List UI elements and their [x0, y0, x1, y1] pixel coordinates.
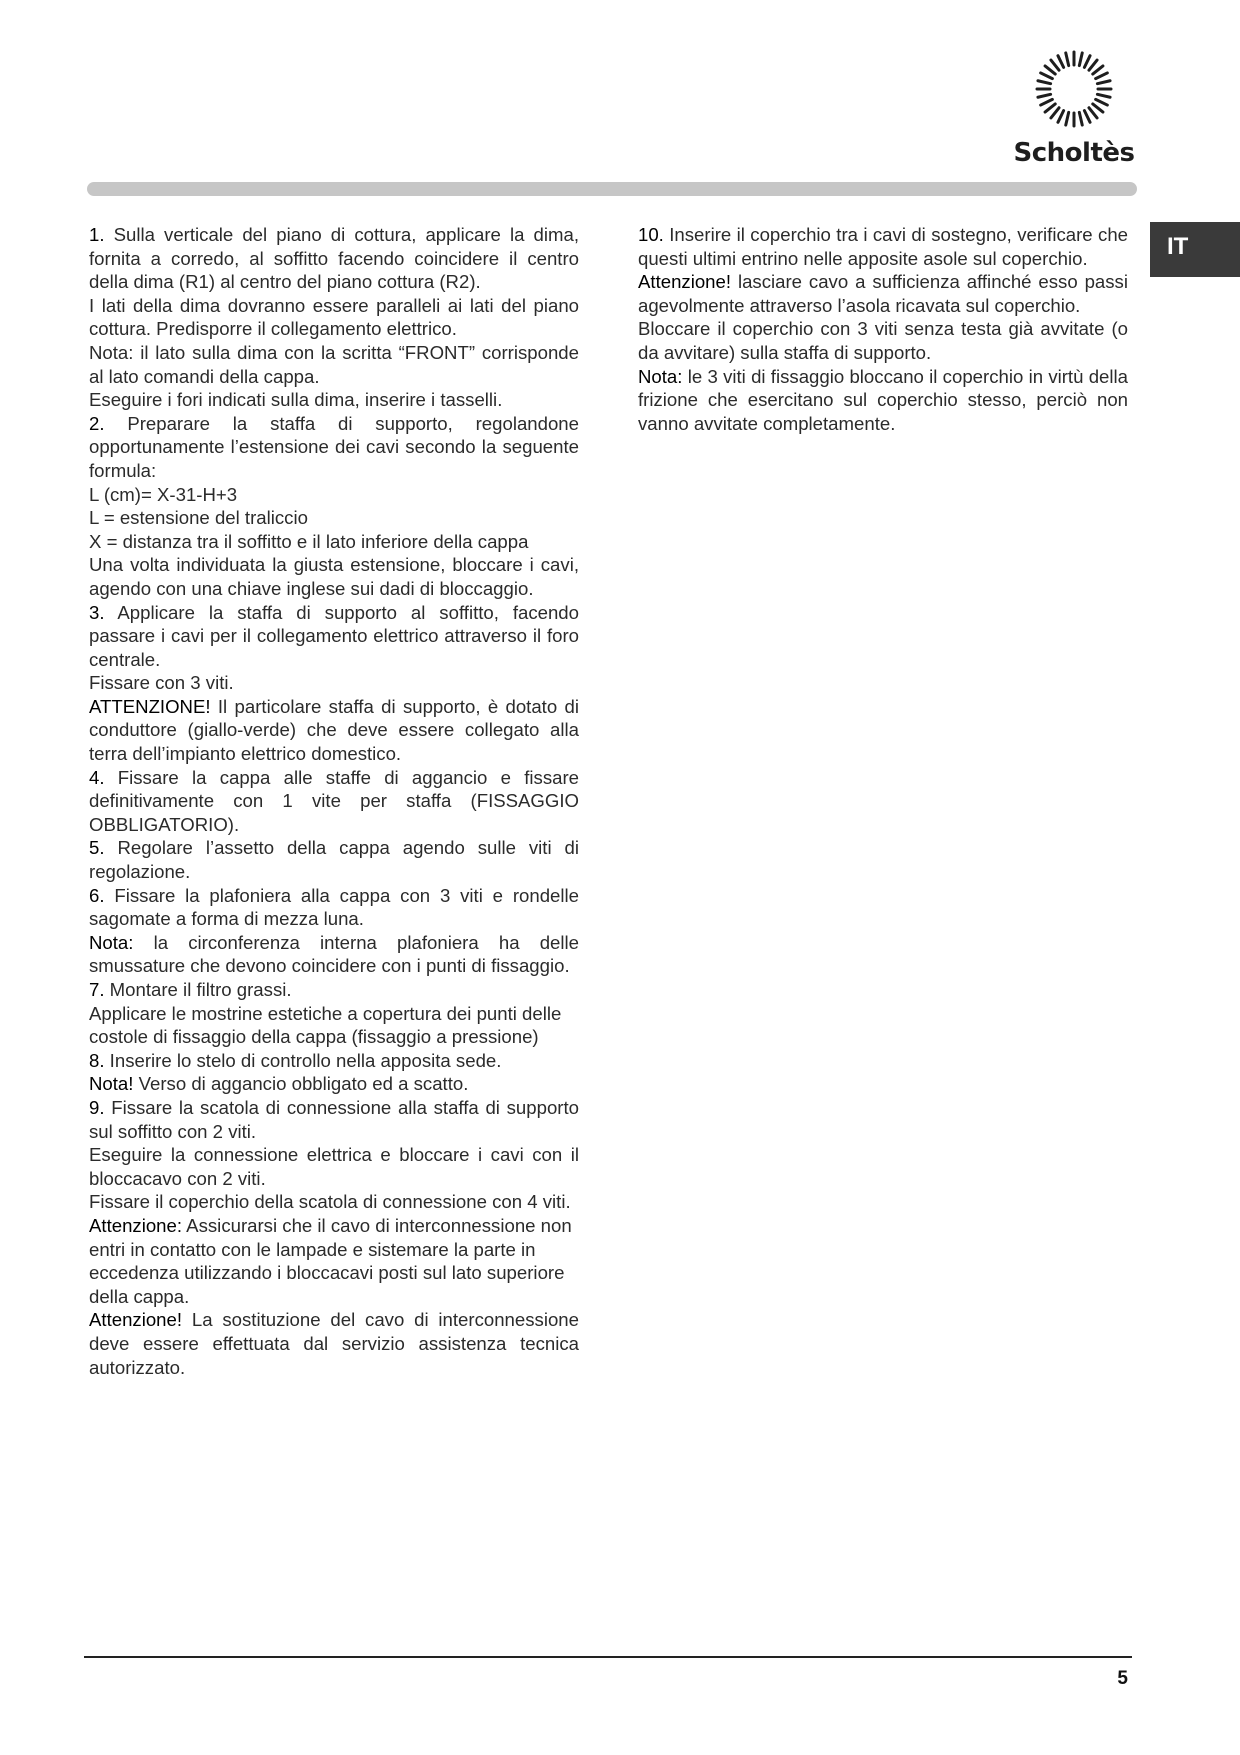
paragraph: [89, 1214, 579, 1308]
paragraph-text: Fissare con 3 viti.: [89, 672, 234, 694]
paragraph: [89, 931, 579, 978]
paragraph-label: 7.: [89, 979, 105, 1000]
paragraph: [638, 317, 1128, 364]
paragraph-text: Assicurarsi che il cavo di interconnessione non entri in contatto con le lampade e sistemare la parte in eccedenza utilizzando i bloccacavi posti sul lato superiore della cappa.: [89, 1214, 572, 1307]
paragraph-text: Fissare la cappa alle staffe di aggancio e fissare definitivamente con 1 vite per staffa (FISSAGGIO OBBLIGATORIO).: [89, 766, 579, 835]
paragraph-text: Inserire lo stelo di controllo nella apposita sede.: [104, 1049, 502, 1071]
paragraph-label: 5.: [89, 837, 105, 859]
paragraph: [89, 1143, 579, 1190]
language-tab: IT: [1150, 222, 1240, 277]
paragraph-text: Preparare la staffa di supporto, regolandone opportunamente l’estensione dei cavi secondo la seguente formula:: [89, 412, 579, 481]
paragraph-text: Applicare la staffa di supporto al soffitto, facendo passare i cavi per il collegamento elettrico attraverso il foro centrale.: [89, 601, 579, 670]
paragraph-label: 2.: [89, 412, 105, 434]
paragraph: [638, 270, 1128, 317]
paragraph-label: Nota:: [638, 365, 683, 387]
paragraph-label: Attenzione!: [638, 271, 732, 293]
paragraph: [89, 884, 579, 931]
paragraph-text: Il particolare staffa di supporto, è dotato di conduttore (giallo-verde) che deve essere collegato alla terra dell’impianto elettrico domestico.: [89, 695, 579, 765]
paragraph: [89, 1049, 579, 1073]
paragraph: [89, 483, 579, 507]
paragraph-text: la circonferenza interna plafoniera ha delle smussature che devono coincidere con i punti di fissaggio.: [89, 931, 579, 977]
paragraph-text: Regolare l’assetto della cappa agendo sulle viti di regolazione.: [89, 837, 579, 883]
paragraph-text: Bloccare il coperchio con 3 viti senza testa già avvitate (o da avvitare) sulla staffa di supporto.: [638, 318, 1128, 363]
header-divider: [87, 182, 1137, 196]
paragraph-text: X = distanza tra il soffitto e il lato inferiore della cappa: [89, 530, 529, 552]
paragraph-label: Attenzione!: [89, 1309, 183, 1331]
paragraph-text: La sostituzione del cavo di interconnessione deve essere effettuata dal servizio assistenza tecnica autorizzato.: [89, 1309, 579, 1378]
paragraph-text: Applicare le mostrine estetiche a copertura dei punti delle costole di fissaggio della cappa (fissaggio a pressione): [89, 1002, 562, 1048]
paragraph-text: le 3 viti di fissaggio bloccano il coperchio in virtù della frizione che esercitano sul coperchio stesso, perciò non vanno avvitate completamente.: [638, 365, 1128, 434]
paragraph-text: Sulla verticale del piano di cottura, applicare la dima, fornita a corredo, al soffitto facendo coincidere il centro della dima (R1) al centro del piano cottura (R2).: [89, 224, 579, 293]
footer-divider: [84, 1656, 1132, 1658]
paragraph-text: Nota: il lato sulla dima con la scritta “FRONT” corrisponde al lato comandi della cappa.: [89, 341, 579, 387]
paragraph: [89, 1190, 579, 1214]
paragraph: [89, 1096, 579, 1143]
paragraph: [89, 412, 579, 483]
paragraph-label: 10.: [638, 224, 664, 245]
paragraph-text: L = estensione del traliccio: [89, 507, 308, 529]
paragraph-label: 6.: [89, 884, 105, 906]
paragraph-text: I lati della dima dovranno essere paralleli ai lati del piano cottura. Predisporre il collegamento elettrico.: [89, 294, 579, 340]
paragraph-label: ATTENZIONE!: [89, 695, 211, 717]
paragraph-text: Eseguire i fori indicati sulla dima, inserire i tasselli.: [89, 389, 503, 411]
paragraph: [89, 1072, 579, 1096]
paragraph: [89, 294, 579, 341]
paragraph: [89, 695, 579, 766]
paragraph-label: 3.: [89, 601, 105, 623]
paragraph: [89, 530, 579, 554]
paragraph: [89, 388, 579, 412]
paragraph-text: L (cm)= X-31-H+3: [89, 483, 238, 505]
right-column: [638, 223, 1128, 435]
paragraph-text: Inserire il coperchio tra i cavi di sostegno, verificare che questi ultimi entrino nelle apposite asole sul coperchio.: [638, 224, 1128, 269]
left-column: [89, 223, 579, 1379]
paragraph: [89, 978, 579, 1002]
paragraph: [89, 553, 579, 600]
paragraph-label: 8.: [89, 1049, 105, 1071]
paragraph-text: lasciare cavo a sufficienza affinché esso passi agevolmente attraverso l’asola ricavata sul coperchio.: [638, 271, 1128, 316]
paragraph: [89, 601, 579, 672]
paragraph-label: 4.: [89, 766, 105, 788]
paragraph-text: Fissare la scatola di connessione alla staffa di supporto sul soffitto con 2 viti.: [89, 1096, 579, 1142]
paragraph: [89, 836, 579, 883]
paragraph: [89, 766, 579, 837]
paragraph-text: Fissare la plafoniera alla cappa con 3 viti e rondelle sagomate a forma di mezza luna.: [89, 884, 579, 930]
paragraph-label: 9.: [89, 1096, 105, 1118]
paragraph-label: Nota!: [89, 1073, 134, 1095]
brand-logo: [1013, 46, 1135, 174]
paragraph-label: Attenzione:: [89, 1214, 183, 1236]
paragraph: [89, 223, 579, 294]
paragraph: [638, 365, 1128, 436]
paragraph: [89, 1002, 579, 1049]
paragraph-text: Una volta individuata la giusta estensione, bloccare i cavi, agendo con una chiave inglese sui dadi di bloccaggio.: [89, 554, 579, 599]
paragraph-text: Eseguire la connessione elettrica e bloccare i cavi con il bloccacavo con 2 viti.: [89, 1144, 579, 1189]
paragraph-label: 1.: [89, 224, 105, 245]
paragraph-text: Verso di aggancio obbligato ed a scatto.: [133, 1073, 469, 1095]
paragraph: [89, 671, 579, 695]
page-number: 5: [1117, 1668, 1128, 1689]
paragraph: [89, 506, 579, 530]
paragraph: [89, 1308, 579, 1379]
paragraph-text: Montare il filtro grassi.: [104, 979, 292, 1000]
paragraph-label: Nota:: [89, 931, 134, 953]
paragraph: [89, 341, 579, 388]
paragraph-text: Fissare il coperchio della scatola di connessione con 4 viti.: [89, 1191, 571, 1213]
brand-name: Scholtès: [1013, 138, 1135, 168]
paragraph: [638, 223, 1128, 270]
sunburst-icon: [1029, 46, 1119, 136]
